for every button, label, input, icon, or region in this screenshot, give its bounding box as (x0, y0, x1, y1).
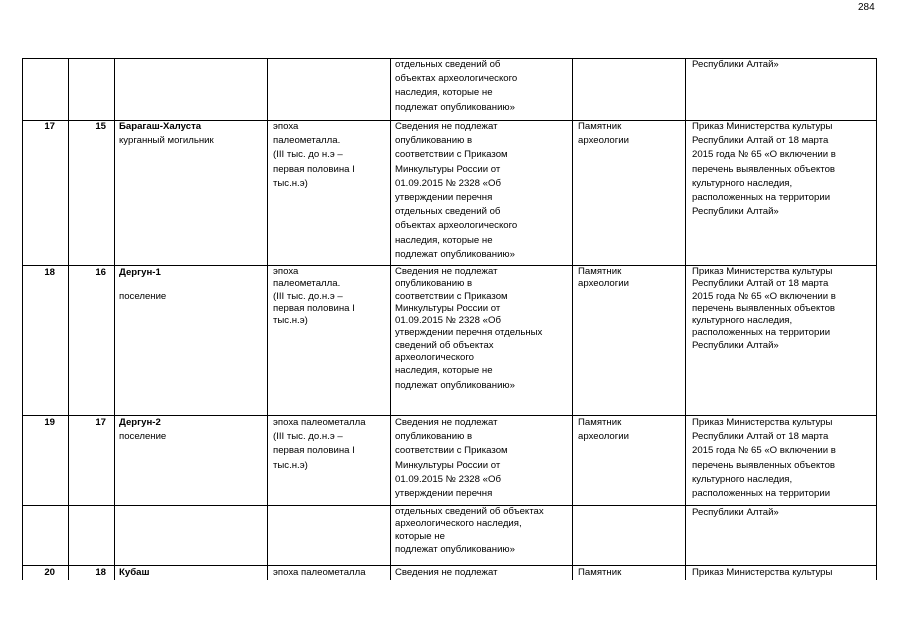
object-title: Дергун-2 (119, 417, 161, 428)
text-line: эпоха палеометалла (273, 567, 366, 578)
text-line: тыс.н.э) (273, 315, 308, 327)
text-line: культурного наследия, (692, 473, 793, 485)
text-line: 01.09.2015 № 2328 «Об (395, 177, 501, 189)
text-line: наследия, которые не (395, 365, 493, 377)
object-name (119, 266, 166, 304)
row-number: 20 (44, 567, 55, 578)
text-line: расположенных на территории (692, 327, 831, 339)
text-line: палеометалла. (273, 135, 341, 147)
text-line: наследия, которые не (395, 234, 493, 246)
object-type (578, 566, 621, 580)
text-line: подлежат опубликованию» (395, 248, 515, 260)
text-line: сведений об объектах (395, 339, 494, 351)
text-line: палеометалла. (273, 278, 341, 290)
text-line: эпоха палеометалла (273, 417, 366, 428)
text-line: перечень выявленных объектов (692, 302, 835, 314)
object-kind: поселение (119, 431, 167, 443)
text-line: отдельных сведений об объектах (395, 506, 544, 517)
text-line: первая половина I (273, 302, 355, 314)
text-line: (III тыс. до.н.э – (273, 290, 343, 302)
object-name (119, 416, 166, 444)
text-line: Республики Алтай» (692, 59, 779, 70)
text-line: которые не (395, 530, 445, 542)
text-line: отдельных сведений об (395, 59, 501, 70)
text-line: соответствии с Приказом (395, 445, 508, 457)
text-line: Сведения не подлежат (395, 417, 498, 428)
text-line: соответствии с Приказом (395, 290, 508, 302)
object-kind: курганный могильник (119, 135, 214, 147)
text-line: Сведения не подлежат (395, 567, 498, 578)
text-line: Республики Алтай» (692, 507, 779, 518)
text-line: Республики Алтай от 18 марта (692, 278, 829, 290)
object-document (692, 120, 836, 219)
text-line: 01.09.2015 № 2328 «Об (395, 315, 501, 327)
row-number: 19 (44, 417, 55, 428)
text-line: археологии (578, 135, 629, 147)
text-line: Приказ Министерства культуры (692, 121, 833, 132)
text-line: Приказ Министерства культуры (692, 567, 833, 578)
object-document (692, 266, 836, 352)
text-line: Республики Алтай» (692, 339, 779, 351)
text-line: Приказ Министерства культуры (692, 266, 833, 277)
object-info (395, 120, 517, 262)
text-line: утверждении перечня (395, 192, 493, 204)
continued-doc (692, 58, 779, 72)
object-type (578, 120, 629, 148)
object-dating (273, 266, 355, 327)
text-line: первая половина I (273, 445, 355, 457)
object-kind: поселение (119, 291, 167, 303)
page-number: 284 (858, 2, 875, 13)
text-line: археологического наследия, (395, 518, 522, 530)
row-number: 18 (44, 267, 55, 278)
text-line: Памятник (578, 567, 622, 578)
text-line: Минкультуры России от (395, 302, 501, 314)
text-line: Памятник (578, 417, 622, 428)
text-line: отдельных сведений об (395, 206, 501, 218)
text-line: тыс.н.э) (273, 459, 308, 471)
text-line: опубликованию в (395, 278, 473, 290)
text-line: опубликованию в (395, 431, 473, 443)
object-title: Барагаш-Халуста (119, 121, 202, 132)
text-line: (III тыс. до.н.э – (273, 431, 343, 443)
text-line: 01.09.2015 № 2328 «Об (395, 473, 501, 485)
object-name (119, 566, 149, 580)
object-name (119, 120, 214, 148)
text-line: археологии (578, 431, 629, 443)
text-line: утверждении перечня (395, 488, 493, 500)
text-line: расположенных на территории (692, 488, 831, 500)
registry-number: 17 (95, 417, 106, 428)
text-line: эпоха (273, 266, 299, 277)
object-document (692, 416, 836, 501)
text-line: Сведения не подлежат (395, 266, 498, 277)
text-line: 2015 года № 65 «О включении в (692, 149, 836, 161)
object-info (395, 266, 542, 393)
object-dating (273, 120, 355, 191)
text-line: эпоха (273, 121, 299, 132)
text-line: объектах археологического (395, 73, 518, 85)
text-line: Минкультуры России от (395, 459, 501, 471)
object-title: Кубаш (119, 567, 150, 578)
row-number: 17 (44, 121, 55, 132)
registry-number: 18 (95, 567, 106, 578)
text-line: перечень выявленных объектов (692, 459, 835, 471)
text-line: расположенных на территории (692, 192, 831, 204)
object-type (578, 266, 629, 291)
text-line: (III тыс. до н.э – (273, 149, 343, 161)
text-line: Республики Алтай» (692, 206, 779, 218)
text-line: Республики Алтай от 18 марта (692, 431, 829, 443)
continued-info (395, 58, 517, 115)
object-info-continued (395, 506, 544, 557)
register-table (22, 58, 877, 580)
text-line: опубликованию в (395, 135, 473, 147)
text-line: подлежат опубликованию» (395, 101, 515, 113)
text-line: утверждении перечня отдельных (395, 327, 543, 339)
text-line: Минкультуры России от (395, 163, 501, 175)
text-line: археологического (395, 352, 475, 364)
text-line: перечень выявленных объектов (692, 163, 835, 175)
object-document-continued (692, 506, 779, 520)
object-info (395, 566, 497, 580)
text-line: первая половина I (273, 163, 355, 175)
object-dating (273, 566, 366, 580)
registry-number: 16 (95, 267, 106, 278)
text-line: Сведения не подлежат (395, 121, 498, 132)
text-line: археологии (578, 278, 629, 290)
text-line: соответствии с Приказом (395, 149, 508, 161)
text-line: Республики Алтай от 18 марта (692, 135, 829, 147)
registry-number: 15 (95, 121, 106, 132)
text-line: 2015 года № 65 «О включении в (692, 290, 836, 302)
object-dating (273, 416, 366, 473)
object-document (692, 566, 832, 580)
text-line: культурного наследия, (692, 315, 793, 327)
text-line: подлежат опубликованию» (395, 379, 515, 391)
text-line: тыс.н.э) (273, 177, 308, 189)
object-title: Дергун-1 (119, 267, 161, 278)
text-line: объектах археологического (395, 220, 518, 232)
object-info (395, 416, 508, 501)
text-line: Памятник (578, 121, 622, 132)
text-line: Памятник (578, 266, 622, 277)
text-line: 2015 года № 65 «О включении в (692, 445, 836, 457)
text-line: Приказ Министерства культуры (692, 417, 833, 428)
object-type (578, 416, 629, 444)
text-line: подлежат опубликованию» (395, 543, 515, 555)
text-line: наследия, которые не (395, 87, 493, 99)
text-line: культурного наследия, (692, 177, 793, 189)
